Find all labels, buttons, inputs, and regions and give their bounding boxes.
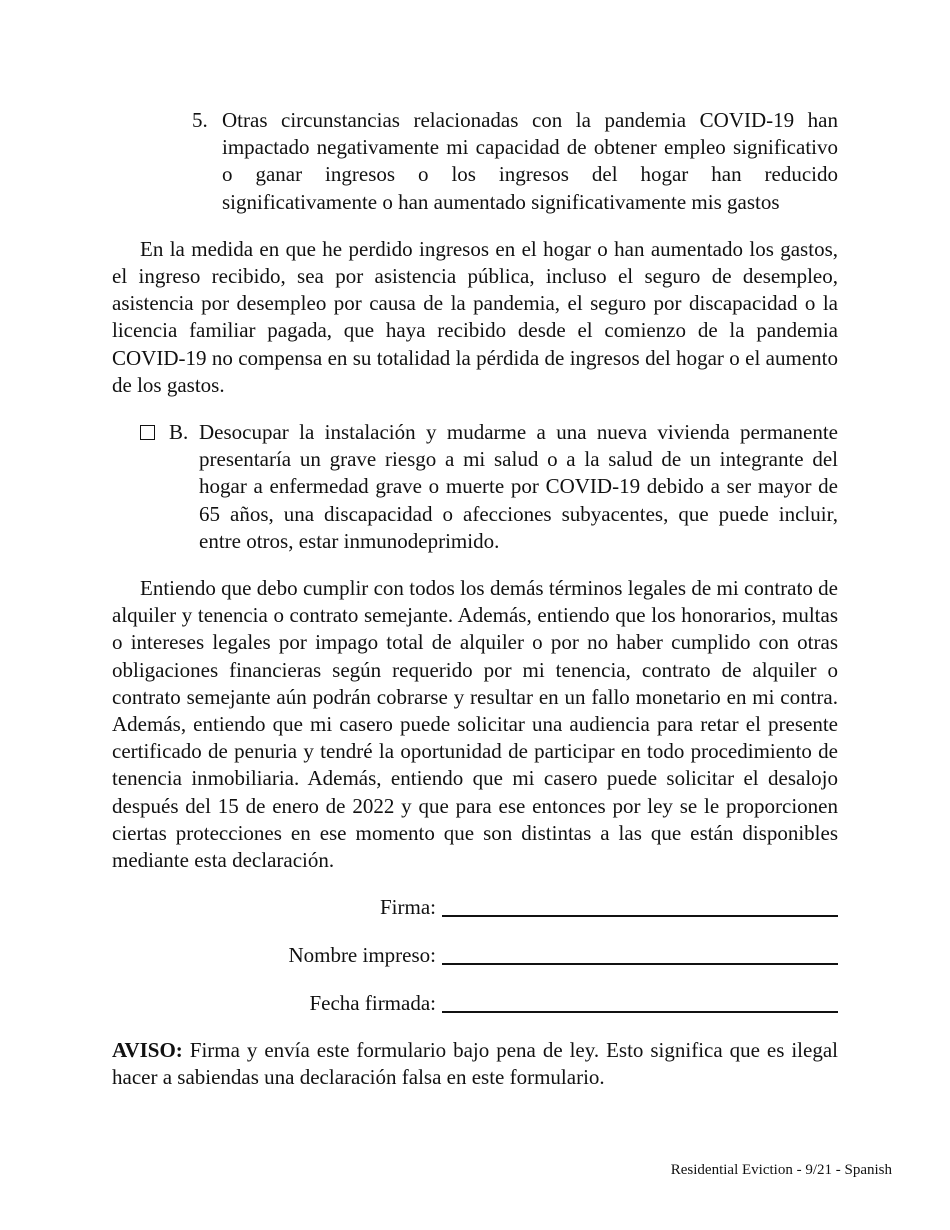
notice-label: AVISO: <box>112 1038 183 1063</box>
option-b-letter: B. <box>169 420 189 445</box>
signature-row <box>112 894 838 921</box>
date-signed-label: Fecha firmada: <box>309 991 436 1016</box>
printed-name-row <box>112 942 838 969</box>
income-paragraph: En la medida en que he perdido ingresos en el hogar o han aumentado los gastos, el ingreso recibido, sea por asistencia pública, incluso el seguro de desempleo, asistencia por desempleo por causa de la pandemia, el seguro por discapacidad o la licencia familiar pagada, que haya recibido desde el comienzo de la pandemia COVID-19 no compensa en su totalidad la pérdida de ingresos del hogar o el aumento de los gastos. <box>112 236 838 397</box>
option-b <box>140 419 838 555</box>
date-signed-input-line[interactable] <box>442 1011 838 1013</box>
option-b-checkbox[interactable] <box>140 425 155 440</box>
notice-text: Firma y envía este formulario bajo pena de ley. Esto significa que es ilegal hacer a sabiendas una declaración falsa en este formulario. <box>112 1038 838 1090</box>
printed-name-input-line[interactable] <box>442 963 838 965</box>
list-item-5 <box>192 107 838 216</box>
signature-input-line[interactable] <box>442 915 838 917</box>
notice-paragraph <box>112 1037 838 1091</box>
signature-label: Firma: <box>380 895 436 920</box>
terms-paragraph: Entiendo que debo cumplir con todos los demás términos legales de mi contrato de alquiler y tenencia o contrato semejante. Además, entiendo que los honorarios, multas o intereses legales por impago total de alquiler o por no haber cumplido con otras obligaciones financieras según requerido por mi tenencia, contrato de alquiler o contrato semejante aún podrán cobrarse y resultar en un fallo monetario en mi contra. Además, entiendo que mi casero puede solicitar una audiencia para retar el presente certificado de penuria y tendré la oportunidad de participar en todo procedimiento de tenencia inmobiliaria. Además, entiendo que mi casero puede solicitar el desalojo después del 15 de enero de 2022 y que para ese entonces por ley se le proporcionen ciertas protecciones en ese momento que son distintas a las que están disponibles mediante esta declaración. <box>112 576 838 873</box>
page-footer: Residential Eviction - 9/21 - Spanish <box>670 1162 892 1178</box>
date-signed-row <box>112 990 838 1017</box>
printed-name-label: Nombre impreso: <box>288 943 436 968</box>
list-item-text: Otras circunstancias relacionadas con la pandemia COVID-19 han impactado negativamente mi capacidad de obtener empleo significativo o ganar ingresos o los ingresos del hogar han reducido significativamente o han aumentado significativamente mis gastos <box>222 108 838 214</box>
option-b-text: Desocupar la instalación y mudarme a una nueva vivienda permanente presentaría un grave riesgo a mi salud o a la salud de un integrante del hogar a enfermedad grave o muerte por COVID-19 debido a ser mayor de 65 años, una discapacidad o afecciones subyacentes, que puede incluir, entre otros, estar inmunodeprimido. <box>199 420 838 553</box>
document-body <box>112 107 838 1092</box>
list-item-number: 5. <box>192 108 208 132</box>
